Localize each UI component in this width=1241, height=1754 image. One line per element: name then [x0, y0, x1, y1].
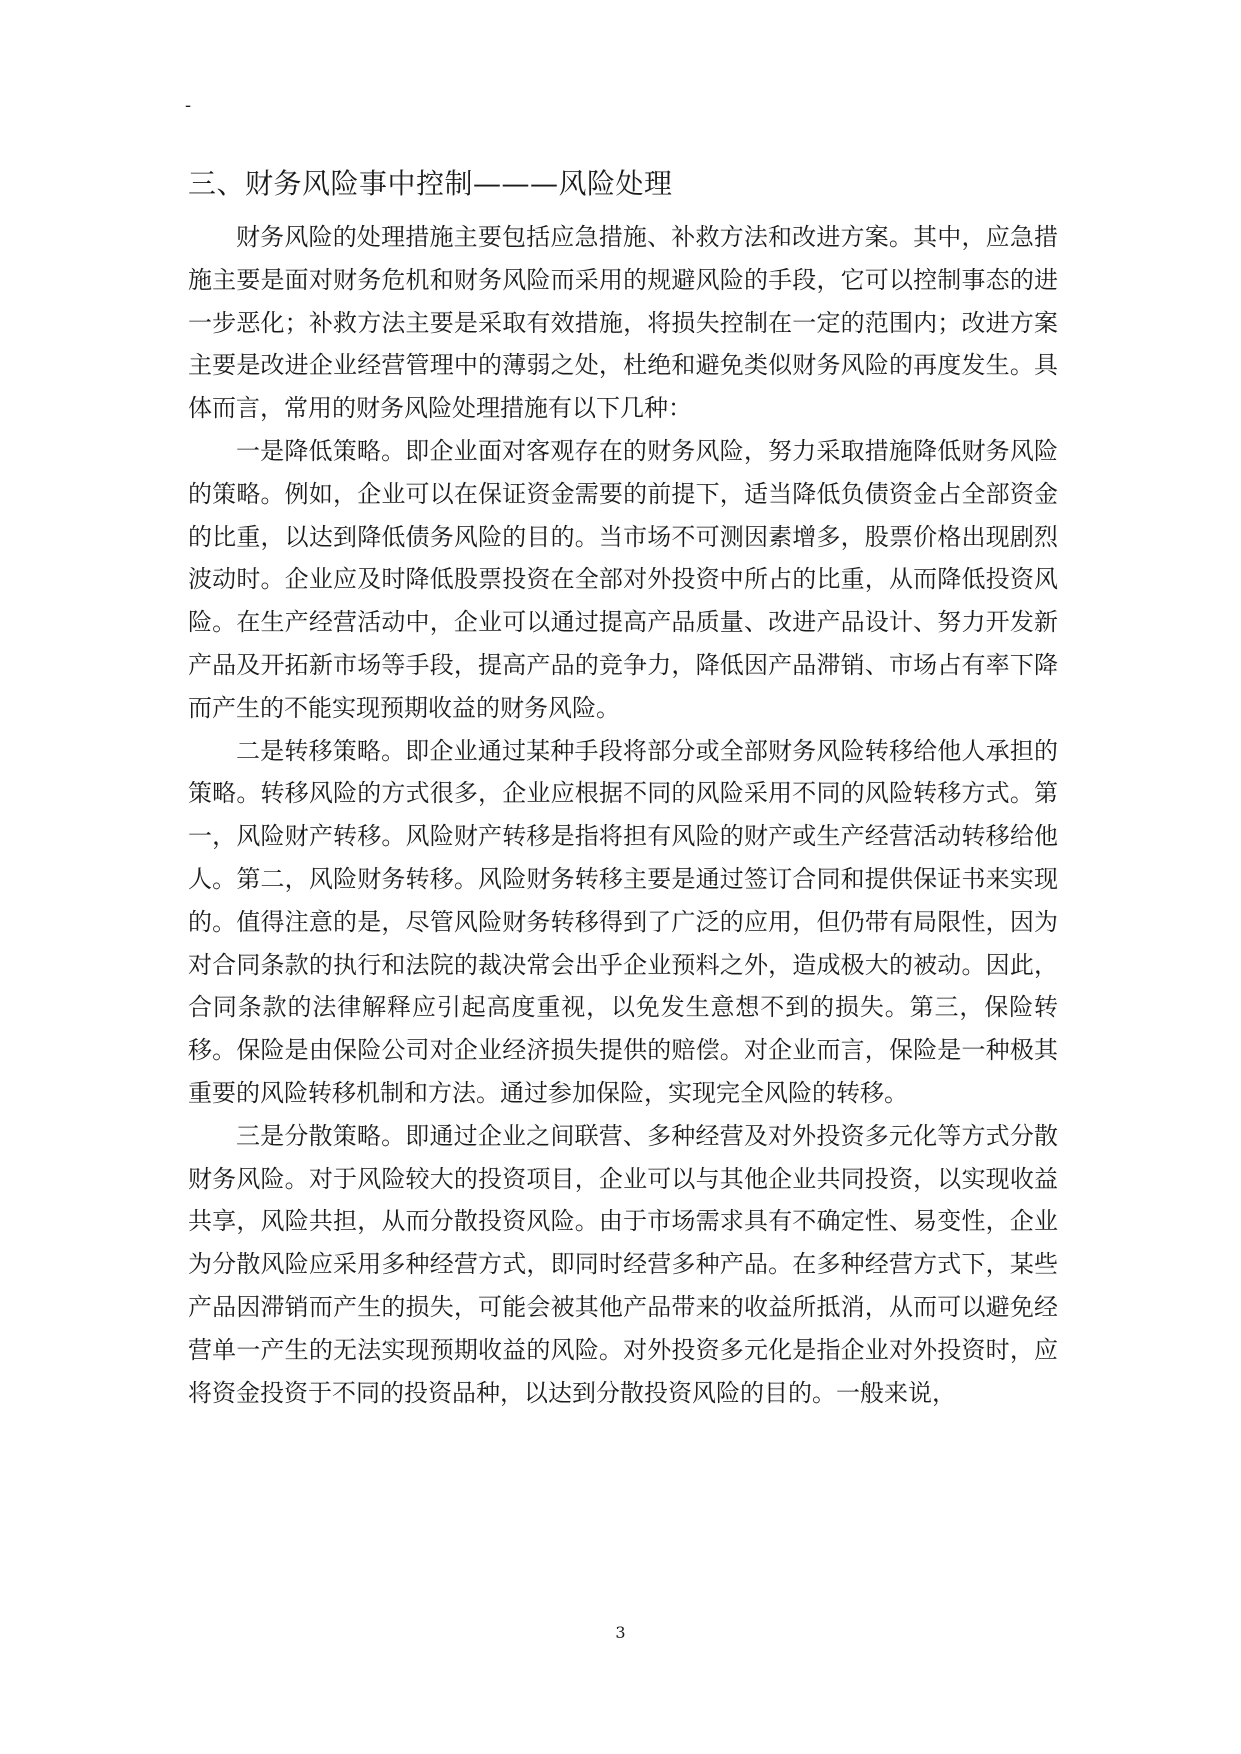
header-mark: - — [185, 95, 192, 116]
page-number: 3 — [615, 1623, 626, 1642]
paragraph-intro: 财务风险的处理措施主要包括应急措施、补救方法和改进方案。其中，应急措施主要是面对财务危机和财务风险而采用的规避风险的手段，它可以控制事态的进一步恶化；补救方法主要是采取有效措施，将损失控制在一定的范围内；改进方案主要是改进企业经营管理中的薄弱之处，杜绝和避免类似财务风险的再度发生。具体而言，常用的财务风险处理措施有以下几种： — [188, 223, 1058, 423]
page-content — [188, 160, 1058, 1414]
section-heading: 三、财务风险事中控制———风险处理 — [188, 167, 673, 200]
paragraph-reduction-strategy: 一是降低策略。即企业面对客观存在的财务风险，努力采取措施降低财务风险的策略。例如，企业可以在保证资金需要的前提下，适当降低负债资金占全部资金的比重，以达到降低债务风险的目的。当市场不可测因素增多，股票价格出现剧烈波动时。企业应及时降低股票投资在全部对外投资中所占的比重，从而降低投资风险。在生产经营活动中，企业可以通过提高产品质量、改进产品设计、努力开发新产品及开拓新市场等手段，提高产品的竞争力，降低因产品滞销、市场占有率下降而产生的不能实现预期收益的财务风险。 — [188, 436, 1058, 722]
paragraph-transfer-strategy: 二是转移策略。即企业通过某种手段将部分或全部财务风险转移给他人承担的策略。转移风险的方式很多，企业应根据不同的风险采用不同的风险转移方式。第一，风险财产转移。风险财产转移是指将担有风险的财产或生产经营活动转移给他人。第二，风险财务转移。风险财务转移主要是通过签订合同和提供保证书来实现的。值得注意的是，尽管风险财务转移得到了广泛的应用，但仍带有局限性，因为对合同条款的执行和法院的裁决常会出乎企业预料之外，造成极大的被动。因此，合同条款的法律解释应引起高度重视，以免发生意想不到的损失。第三，保险转移。保险是由保险公司对企业经济损失提供的赔偿。对企业而言，保险是一种极其重要的风险转移机制和方法。通过参加保险，实现完全风险的转移。 — [188, 736, 1058, 1107]
paragraph-diversification-strategy: 三是分散策略。即通过企业之间联营、多种经营及对外投资多元化等方式分散财务风险。对于风险较大的投资项目，企业可以与其他企业共同投资，以实现收益共享，风险共担，从而分散投资风险。由于市场需求具有不确定性、易变性，企业为分散风险应采用多种经营方式，即同时经营多种产品。在多种经营方式下，某些产品因滞销而产生的损失，可能会被其他产品带来的收益所抵消，从而可以避免经营单一产生的无法实现预期收益的风险。对外投资多元化是指企业对外投资时，应将资金投资于不同的投资品种，以达到分散投资风险的目的。一般来说， — [188, 1121, 1058, 1407]
